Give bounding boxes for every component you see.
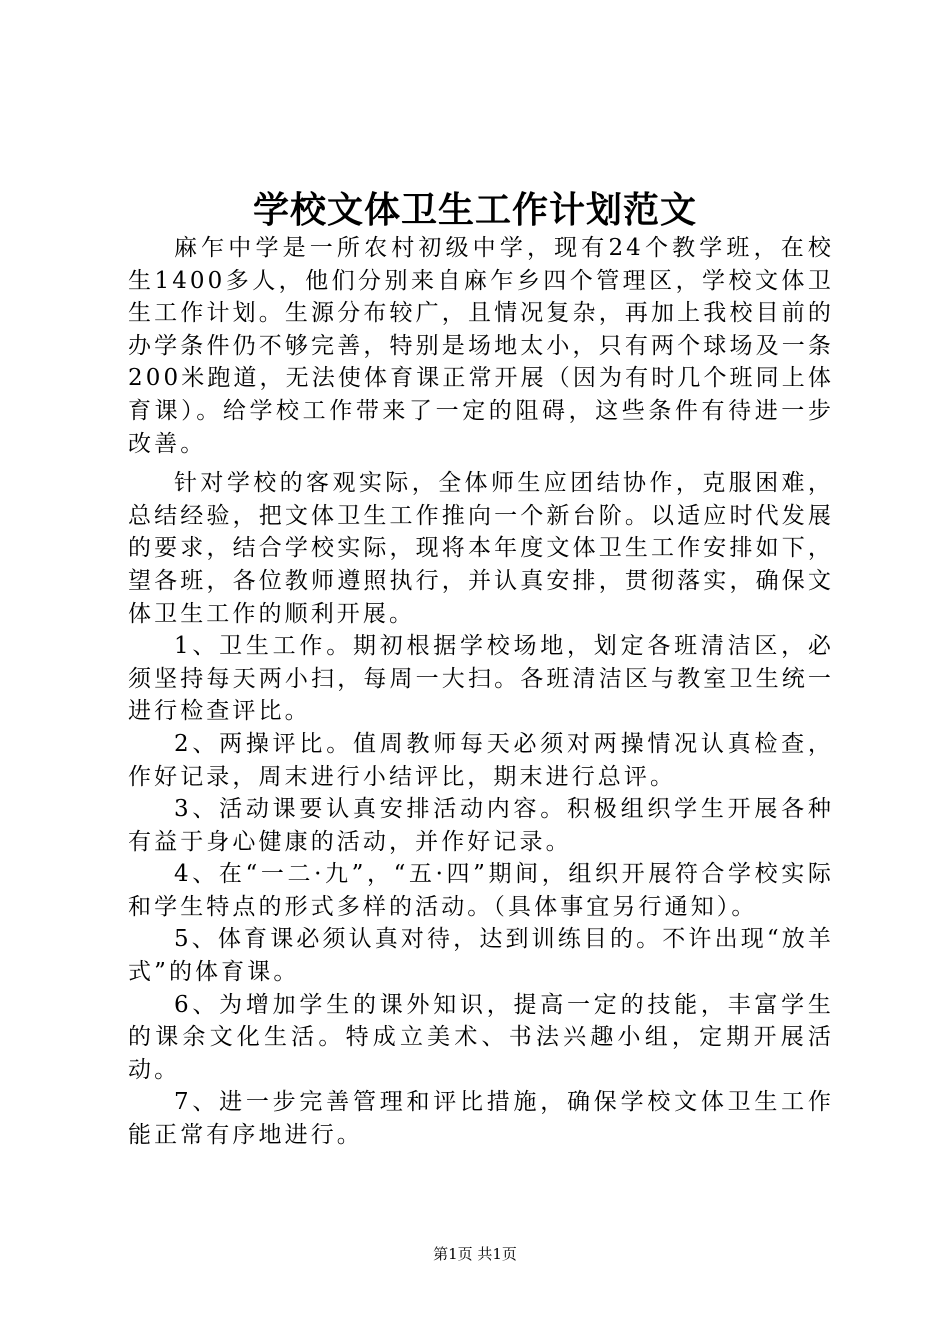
list-item: 5、体育课必须认真对待，达到训练目的。不许出现“放羊式”的体育课。 — [128, 926, 834, 986]
list-item: 2、两操评比。值周教师每天必须对两操情况认真检查，作好记录，周末进行小结评比，期末进行总评。 — [128, 730, 834, 790]
intro-paragraph: 麻乍中学是一所农村初级中学，现有24个教学班，在校生1400多人，他们分别来自麻乍乡四个管理区，学校文体卫生工作计划。生源分布较广，且情况复杂，再加上我校目前的办学条件仍不够完善，特别是场地太小，只有两个球场及一条200米跑道，无法使体育课正常开展（因为有时几个班同上体育课）。给学校工作带来了一定的阻碍，这些条件有待进一步改善。 — [128, 235, 834, 457]
list-item: 6、为增加学生的课外知识，提高一定的技能，丰富学生的课余文化生活。特成立美术、书法兴趣小组，定期开展活动。 — [128, 991, 834, 1083]
list-item: 7、进一步完善管理和评比措施，确保学校文体卫生工作能正常有序地进行。 — [128, 1089, 834, 1149]
plan-paragraph: 针对学校的客观实际，全体师生应团结协作，克服困难，总结经验，把文体卫生工作推向一个新台阶。以适应时代发展的要求，结合学校实际，现将本年度文体卫生工作安排如下，望各班，各位教师遵照执行，并认真安排，贯彻落实，确保文体卫生工作的顺利开展。 — [128, 470, 834, 627]
document-title: 学校文体卫生工作计划范文 — [252, 189, 697, 231]
list-item: 4、在“一二·九”，“五·四”期间，组织开展符合学校实际和学生特点的形式多样的活动。（具体事宜另行通知）。 — [128, 861, 834, 920]
list-item: 1、卫生工作。期初根据学校场地，划定各班清洁区，必须坚持每天两小扫，每周一大扫。各班清洁区与教室卫生统一进行检查评比。 — [128, 633, 834, 725]
document-body — [128, 232, 834, 1152]
list-item: 3、活动课要认真安排活动内容。积极组织学生开展各种有益于身心健康的活动，并作好记录。 — [128, 796, 834, 855]
page-footer: 第1页 共1页 — [433, 1245, 517, 1263]
